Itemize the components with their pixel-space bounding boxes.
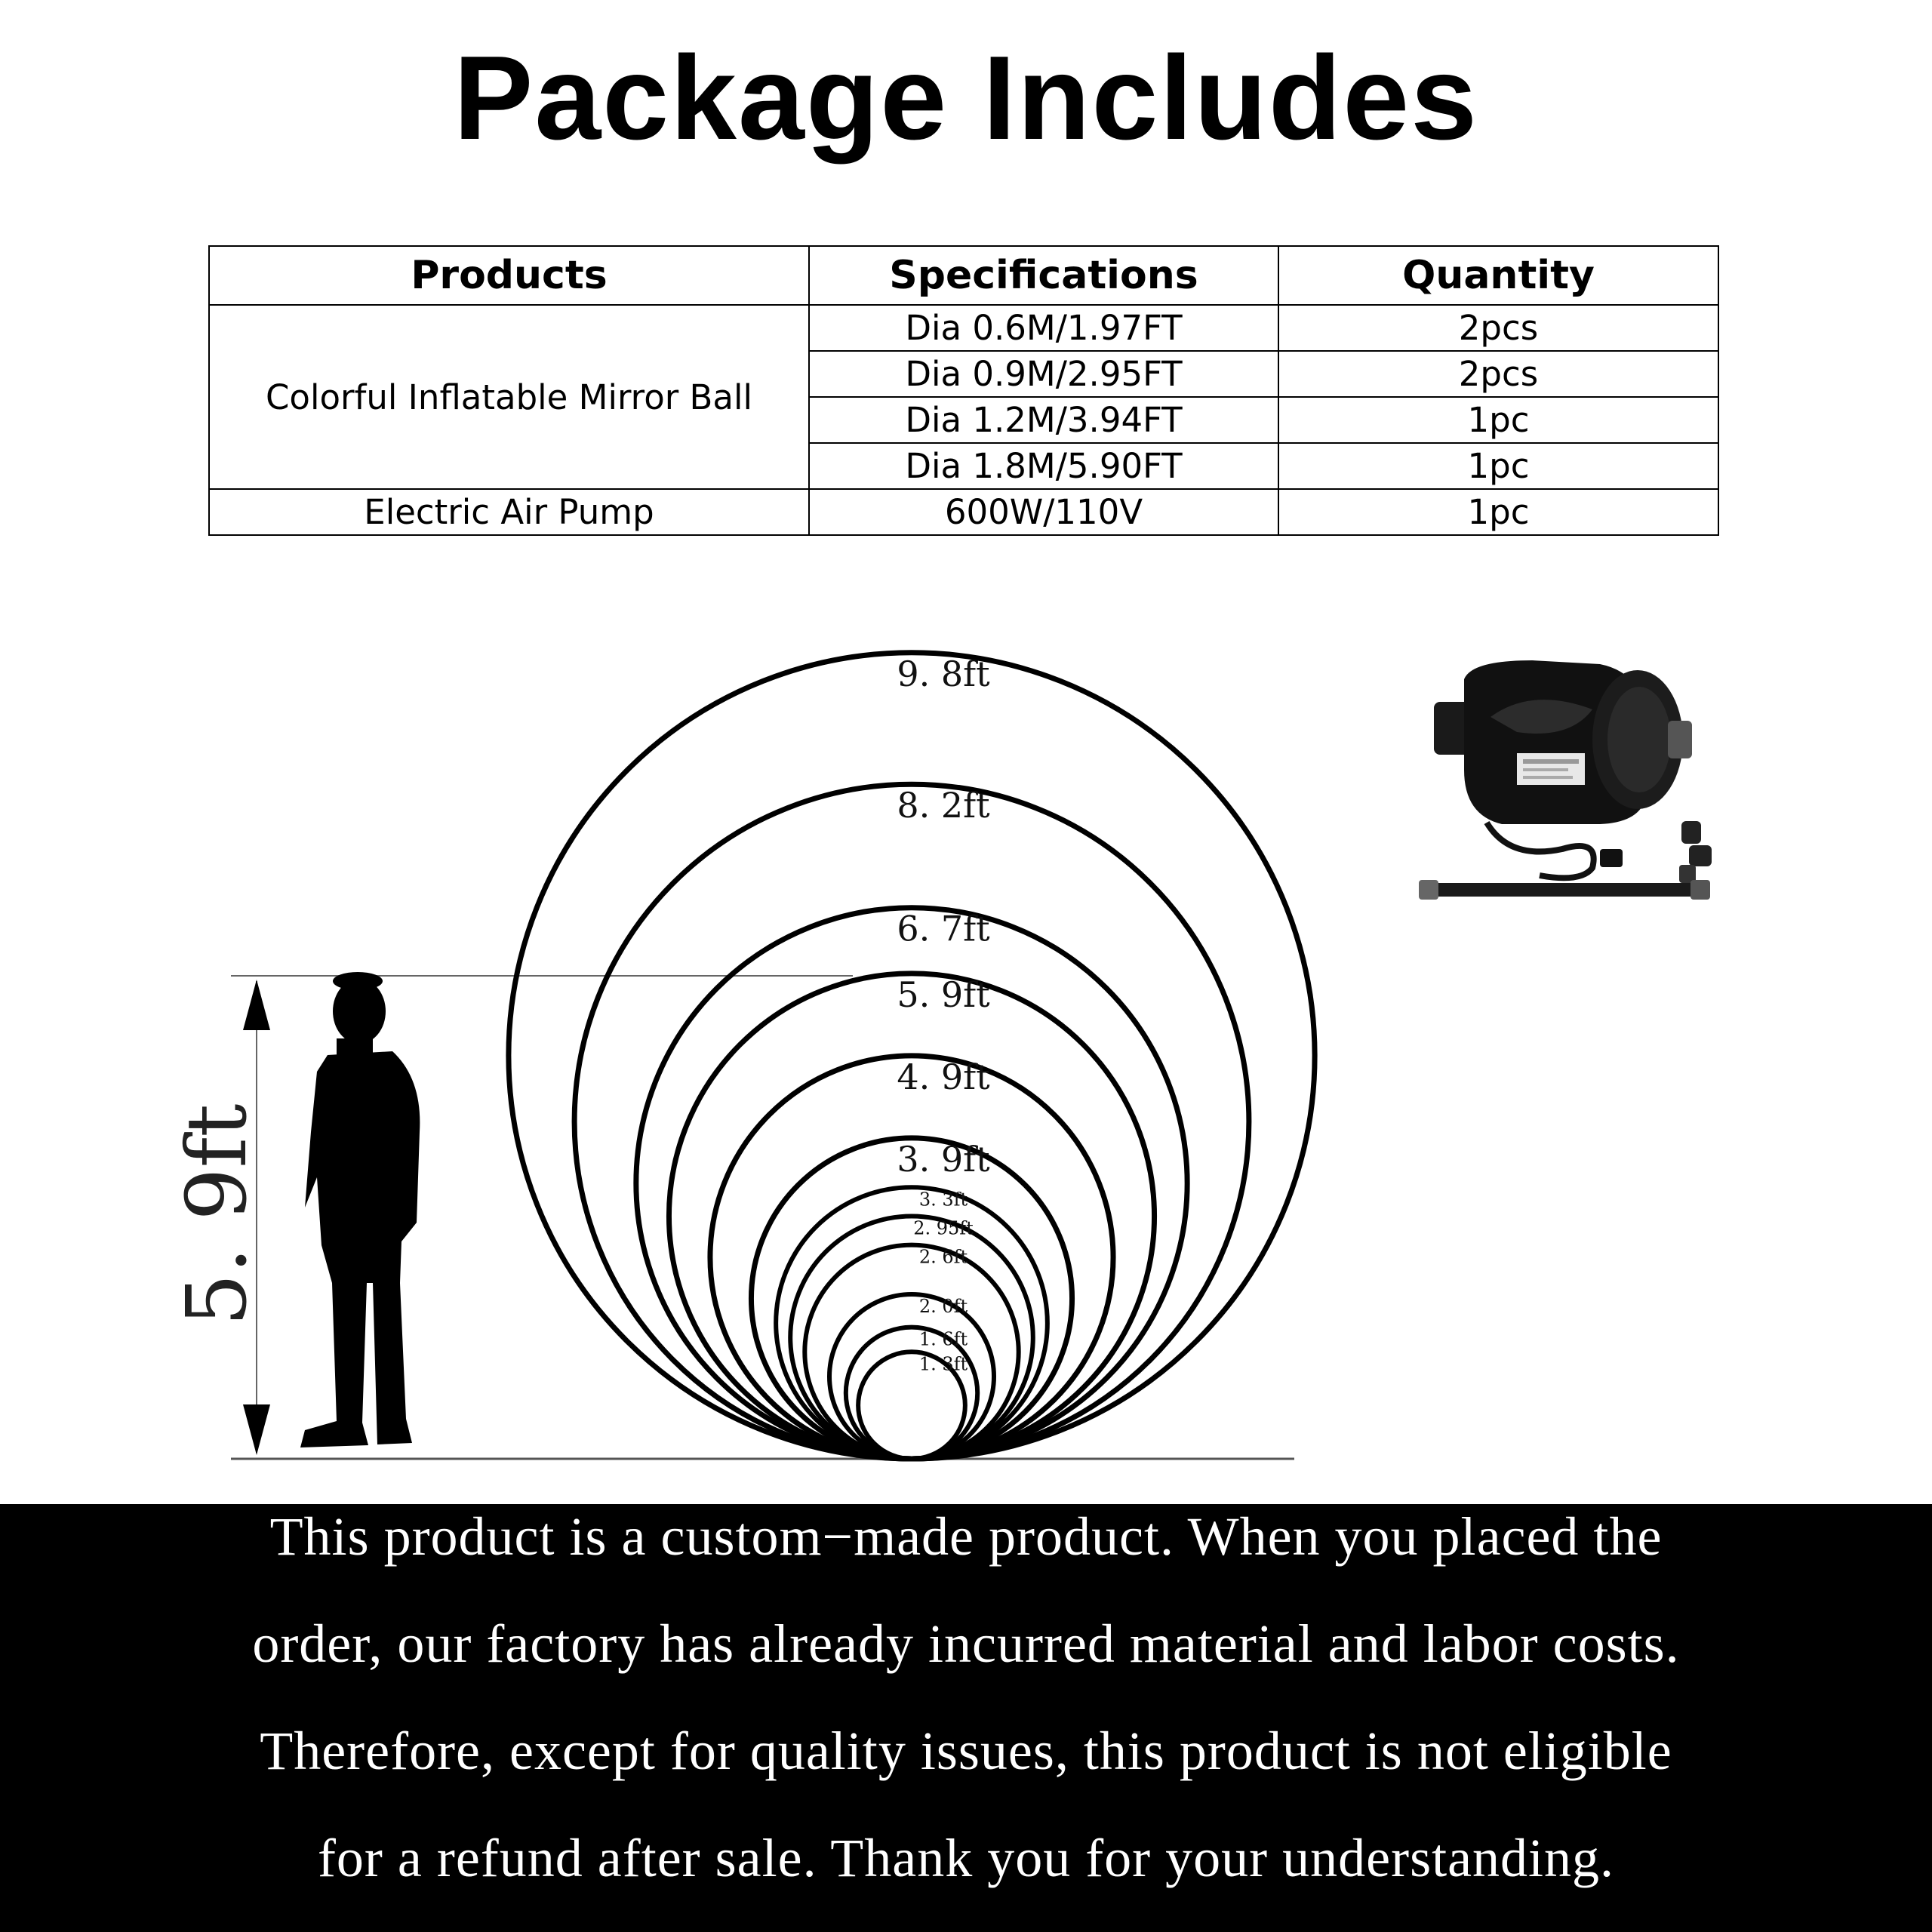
notice-banner	[0, 1504, 1932, 1932]
ring-label: 1. 3ft	[918, 1353, 968, 1375]
page-title: Package Includes	[453, 32, 1479, 165]
person-silhouette-icon	[300, 972, 420, 1447]
ring-label: 4. 9ft	[897, 1056, 990, 1097]
product-cell: Electric Air Pump	[209, 489, 809, 535]
ring-label: 2. 95ft	[913, 1217, 974, 1239]
size-ring	[574, 784, 1249, 1459]
notice-line: for a refund after sale. Thank you for your understanding.	[317, 1828, 1615, 1888]
ring-label: 1. 6ft	[918, 1328, 968, 1350]
header-products: Products	[209, 246, 809, 305]
ring-label: 3. 9ft	[897, 1138, 990, 1180]
size-comparison-diagram	[0, 619, 1389, 1494]
notice-line: Therefore, except for quality issues, this product is not eligible	[260, 1721, 1672, 1781]
qty-cell: 1pc	[1278, 397, 1718, 443]
ring-group	[509, 653, 1315, 1459]
qty-cell: 1pc	[1278, 443, 1718, 489]
height-label: 5. 9ft	[168, 1103, 265, 1327]
spec-cell: Dia 1.2M/3.94FT	[809, 397, 1278, 443]
table-header-row	[209, 246, 1718, 305]
ring-label: 9. 8ft	[897, 653, 990, 694]
size-ring	[776, 1187, 1048, 1459]
spec-cell: 600W/110V	[809, 489, 1278, 535]
notice-line: order, our factory has already incurred material and labor costs.	[252, 1614, 1680, 1674]
qty-cell: 1pc	[1278, 489, 1718, 535]
ring-label: 2. 0ft	[918, 1296, 968, 1317]
package-table	[208, 245, 1719, 536]
size-ring	[790, 1216, 1033, 1459]
table-row	[209, 305, 1718, 351]
ring-label: 6. 7ft	[897, 908, 990, 949]
ring-label: 2. 6ft	[918, 1246, 968, 1268]
air-pump-icon	[1419, 660, 1712, 900]
spec-cell: Dia 1.8M/5.90FT	[809, 443, 1278, 489]
size-ring	[710, 1056, 1113, 1459]
ring-label: 5. 9ft	[897, 974, 990, 1015]
ring-label: 8. 2ft	[897, 785, 990, 826]
header-specifications: Specifications	[809, 246, 1278, 305]
header-quantity: Quantity	[1278, 246, 1718, 305]
qty-cell: 2pcs	[1278, 305, 1718, 351]
table-row	[209, 489, 1718, 535]
notice-line: This product is a custom−made product. When you placed the	[269, 1506, 1663, 1567]
size-ring	[829, 1294, 994, 1459]
spec-cell: Dia 0.6M/1.97FT	[809, 305, 1278, 351]
qty-cell: 2pcs	[1278, 351, 1718, 397]
spec-cell: Dia 0.9M/2.95FT	[809, 351, 1278, 397]
ring-label: 3. 3ft	[918, 1189, 968, 1211]
air-pump-image	[1419, 657, 1736, 928]
product-cell: Colorful Inflatable Mirror Ball	[209, 305, 809, 489]
